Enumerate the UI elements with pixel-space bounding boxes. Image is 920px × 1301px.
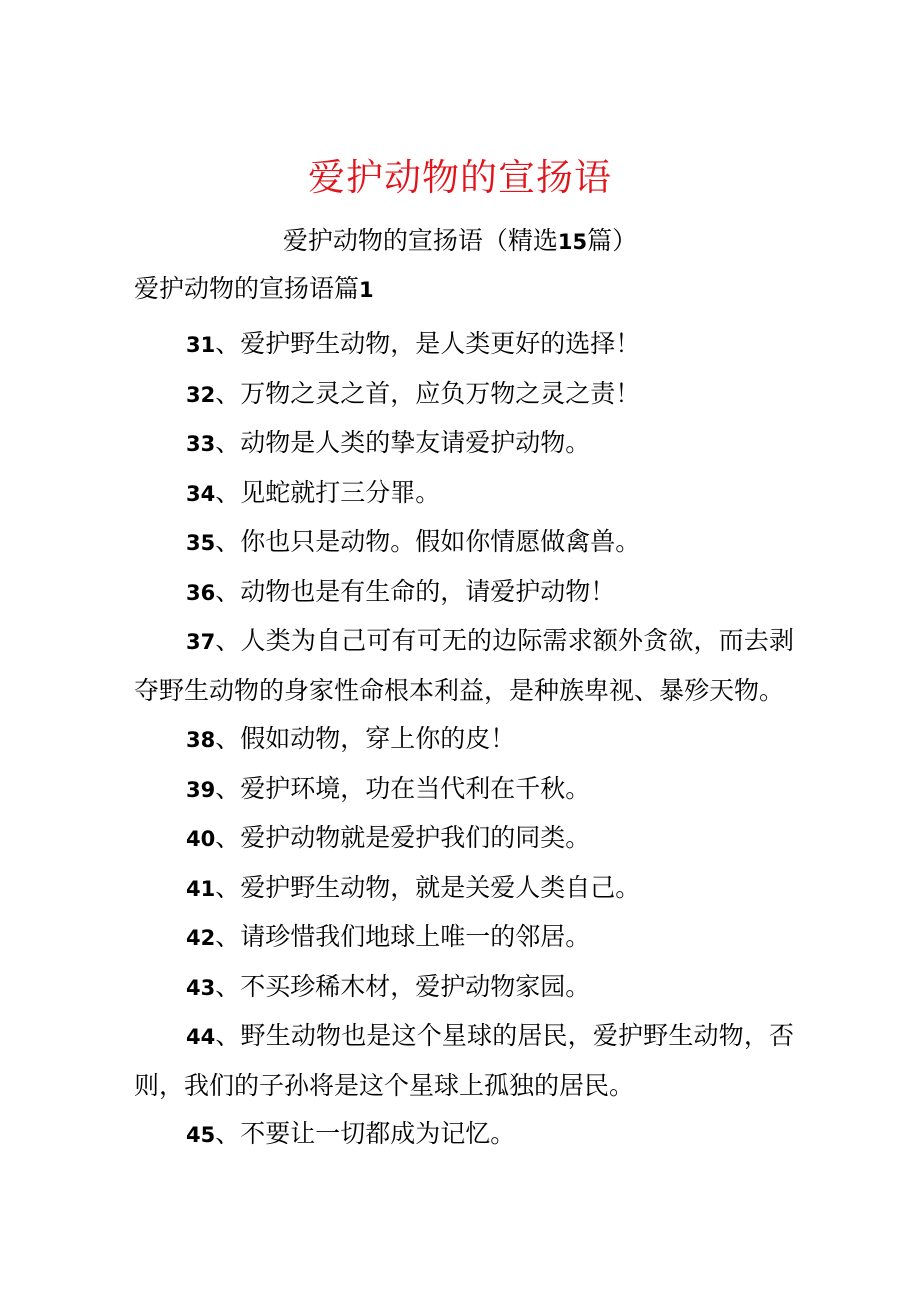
item-text: 、人类为自己可有可无的边际需求额外贪欲，而去剥夺野生动物的身家性命根本利益，是种族卑视、暴殄天物。 — [134, 626, 794, 705]
item-number: 42 — [186, 926, 216, 950]
subtitle-prefix: 爱护动物的宣扬语（精选 — [282, 226, 558, 255]
item-text: 、你也只是动物。假如你情愿做禽兽。 — [215, 527, 641, 556]
item-text: 、不买珍稀木材，爱护动物家园。 — [215, 971, 591, 1001]
list-item — [134, 963, 794, 1013]
list-item — [134, 814, 794, 864]
list-item — [134, 320, 794, 370]
item-text: 、动物也是有生命的，请爱护动物！ — [215, 576, 616, 606]
item-number: 38 — [186, 728, 216, 752]
item-text: 、动物是人类的挚友请爱护动物。 — [215, 428, 591, 457]
item-text: 、爱护野生动物，就是关爱人类自己。 — [215, 872, 641, 902]
section-heading — [134, 271, 374, 308]
section-number: 1 — [359, 278, 374, 302]
item-number: 33 — [186, 432, 216, 456]
item-text: 、假如动物，穿上你的皮！ — [215, 724, 516, 753]
item-text: 、爱护环境，功在当代利在千秋。 — [215, 773, 591, 803]
item-number: 41 — [186, 876, 216, 901]
list-item — [134, 370, 794, 420]
item-number: 32 — [186, 382, 216, 407]
item-number: 43 — [186, 975, 216, 1000]
item-text: 、爱护动物就是爱护我们的同类。 — [215, 823, 591, 852]
document-subtitle — [0, 223, 920, 260]
item-text: 、见蛇就打三分罪。 — [215, 477, 441, 507]
item-number: 35 — [186, 531, 216, 555]
list-item — [134, 1110, 794, 1160]
item-number: 34 — [186, 481, 216, 506]
item-text: 、爱护野生动物，是人类更好的选择！ — [215, 329, 641, 358]
item-number: 44 — [186, 1025, 216, 1049]
list-item — [134, 419, 794, 469]
slogan-list — [134, 320, 794, 1160]
section-label: 爱护动物的宣扬语篇 — [134, 274, 360, 303]
list-item — [134, 913, 794, 963]
list-item — [134, 568, 794, 618]
item-number: 37 — [186, 630, 216, 654]
item-number: 45 — [186, 1123, 216, 1147]
list-item — [134, 864, 794, 914]
subtitle-count: 15 — [557, 230, 588, 254]
document-title: 爱护动物的宣扬语 — [308, 156, 612, 199]
list-item — [134, 715, 794, 765]
item-text: 、不要让一切都成为记忆。 — [215, 1119, 516, 1148]
item-number: 39 — [186, 777, 216, 802]
list-item — [134, 469, 794, 519]
subtitle-suffix: 篇） — [587, 226, 638, 255]
item-text: 、野生动物也是这个星球的居民，爱护野生动物，否则，我们的子孙将是这个星球上孤独的居民。 — [134, 1021, 794, 1100]
item-number: 36 — [186, 580, 216, 605]
list-item — [134, 617, 794, 715]
item-number: 31 — [186, 333, 216, 357]
item-text: 、请珍惜我们地球上唯一的邻居。 — [215, 922, 591, 951]
list-item — [134, 765, 794, 815]
item-text: 、万物之灵之首，应负万物之灵之责！ — [215, 378, 641, 408]
item-number: 40 — [186, 827, 216, 851]
list-item — [134, 1012, 794, 1110]
list-item — [134, 518, 794, 568]
